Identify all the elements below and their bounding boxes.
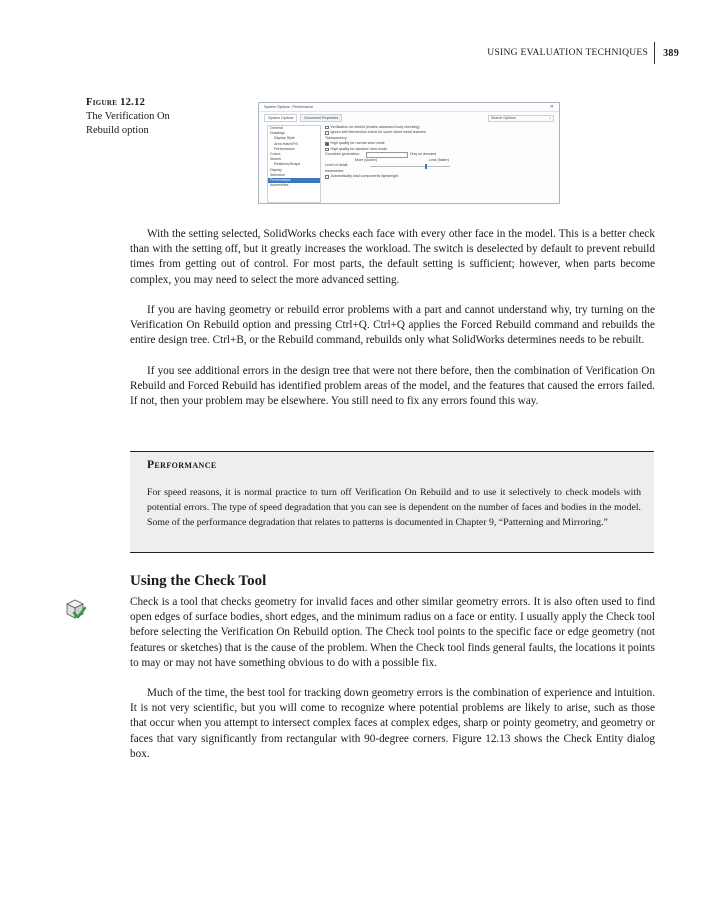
tab-document-properties: Document Properties (300, 114, 342, 122)
option-label: Verification on rebuild (enable advanced body checking) (330, 125, 420, 129)
dialog-titlebar (259, 103, 559, 112)
section-paragraph-1: Check is a tool that checks geometry for invalid faces and other similar geometry errors. It is also often used to find open edges of surface bodies, short edges, and the minimum radius on a face or entity. I usually apply the Check tool before selecting the Verification On Rebuild option. The Check tool points to the specific face or edge geometry (not features or sketches) that is the cause of the problem. When the Check tool finds general faults, the locations it points to may or may not have something obvious to do with a possible fix. (130, 596, 655, 669)
option-label: Transparency (325, 135, 347, 140)
figure-caption-line1: The Verification On (86, 111, 170, 122)
sidebar-box (130, 451, 654, 553)
body-paragraph-2: If you are having geometry or rebuild error problems with a part and cannot understand why, try turning on the Verification On Rebuild option and pressing Ctrl+Q. Ctrl+Q applies the Forced Rebuild command and rebuilds the entire design tree. Ctrl+B, or the Rebuild command, rebuilds only what SolidWorks determines needs to be rebuilt. (130, 304, 655, 347)
nav-item: Area Hatch/Fill (274, 141, 298, 146)
running-head-divider (654, 42, 655, 64)
nav-item: General (270, 126, 283, 130)
section-heading: Using the Check Tool (130, 573, 267, 589)
option-label: High quality for dynamic view mode (330, 146, 388, 151)
option-label: Level of detail: (325, 163, 349, 168)
close-icon: ✕ (549, 104, 554, 110)
lod-label-less: Less (faster) (428, 158, 449, 163)
checkbox (325, 148, 329, 152)
running-header (487, 42, 679, 64)
section-paragraph-2: Much of the time, the best tool for tracking down geometry errors is the combination of experience and intuition. It is not very scientific, but you will come to recognize where potential problems are likely to arise, such as those that occur when you attempt to intersect complex faces at complex edges, sharp or pointy geometry, and geometry or faces that vary significantly from rectangular with 90-degree corners. Figure 12.13 shows the Check Entity dialog box. (130, 687, 655, 760)
nav-item: Performance (274, 146, 295, 151)
nav-item: Sketch (270, 157, 281, 162)
nav-item-selected: Performance (268, 178, 320, 183)
lod-label-more: More (slower) (355, 158, 377, 163)
figure-label: Figure 12.12 (86, 97, 146, 108)
figure-caption-line2: Rebuild option (86, 125, 149, 136)
figure-screenshot (258, 102, 560, 204)
option-label: Ignore self-intersection check for some sheet metal features (330, 130, 426, 135)
nav-item: Display (270, 167, 282, 172)
search-box (488, 115, 554, 122)
curvature-value: Only on demand (409, 152, 437, 157)
nav-item: Assemblies (270, 183, 289, 188)
option-row (325, 174, 553, 179)
nav-item: Display Style (274, 136, 295, 141)
sidebar-text: For speed reasons, it is normal practice to turn off Verification On Rebuild and to use it selectively to check models with potential errors. The type of speed degradation that you can see is dependent on the number of faces and bodies in the model. Some of the performance degradation that relates to patterns is documented in Chapter 9, “Patterning and Mirroring.” (147, 487, 641, 529)
checkbox (325, 126, 329, 130)
page-number: 389 (663, 47, 679, 59)
nav-item: Colors (270, 152, 281, 157)
option-label: High quality for normal view mode (330, 141, 385, 146)
options-panel (325, 125, 553, 180)
options-nav (267, 125, 321, 203)
search-placeholder: Search Options (491, 116, 516, 120)
dialog-title: System Options - Performance (264, 105, 314, 109)
slider-thumb (425, 164, 427, 169)
option-label: Curvature generation: (325, 152, 360, 157)
nav-item: Selection (270, 172, 285, 177)
checkbox (325, 142, 329, 146)
body-paragraph-3: If you see additional errors in the design tree that were not there before, then the combination of Verification On Rebuild and Forced Rebuild has identified problem areas of the model, and the features that caused the errors failed. If not, then your problem may be elsewhere. You still need to fix any errors found this way. (130, 365, 655, 408)
option-label: Automatically load components lightweight (330, 174, 399, 179)
sidebar-title: Performance (147, 459, 217, 471)
checkbox (325, 175, 329, 179)
dialog-tabs (259, 112, 559, 124)
search-icon: ⌕ (548, 116, 551, 120)
checkbox (325, 131, 329, 135)
lod-slider (370, 166, 450, 167)
option-label: Assemblies (325, 168, 344, 173)
body-paragraph-1: With the setting selected, SolidWorks checks each face with every other face in the model. This is a better check than with the setting off, but it greatly increases the workload. The switch is deselected by default to prevent rebuild times from getting out of control. For most parts, the default setting is sufficient; however, when parts become complex, you may need to select the more advanced setting. (130, 228, 655, 286)
nav-item: Drawings (270, 131, 285, 136)
tab-system-options: System Options (264, 114, 297, 122)
running-head-section: USING EVALUATION TECHNIQUES (487, 48, 649, 58)
figure-caption (86, 96, 196, 138)
check-tool-icon (64, 598, 86, 620)
nav-item: Relations/Snaps (274, 162, 301, 167)
